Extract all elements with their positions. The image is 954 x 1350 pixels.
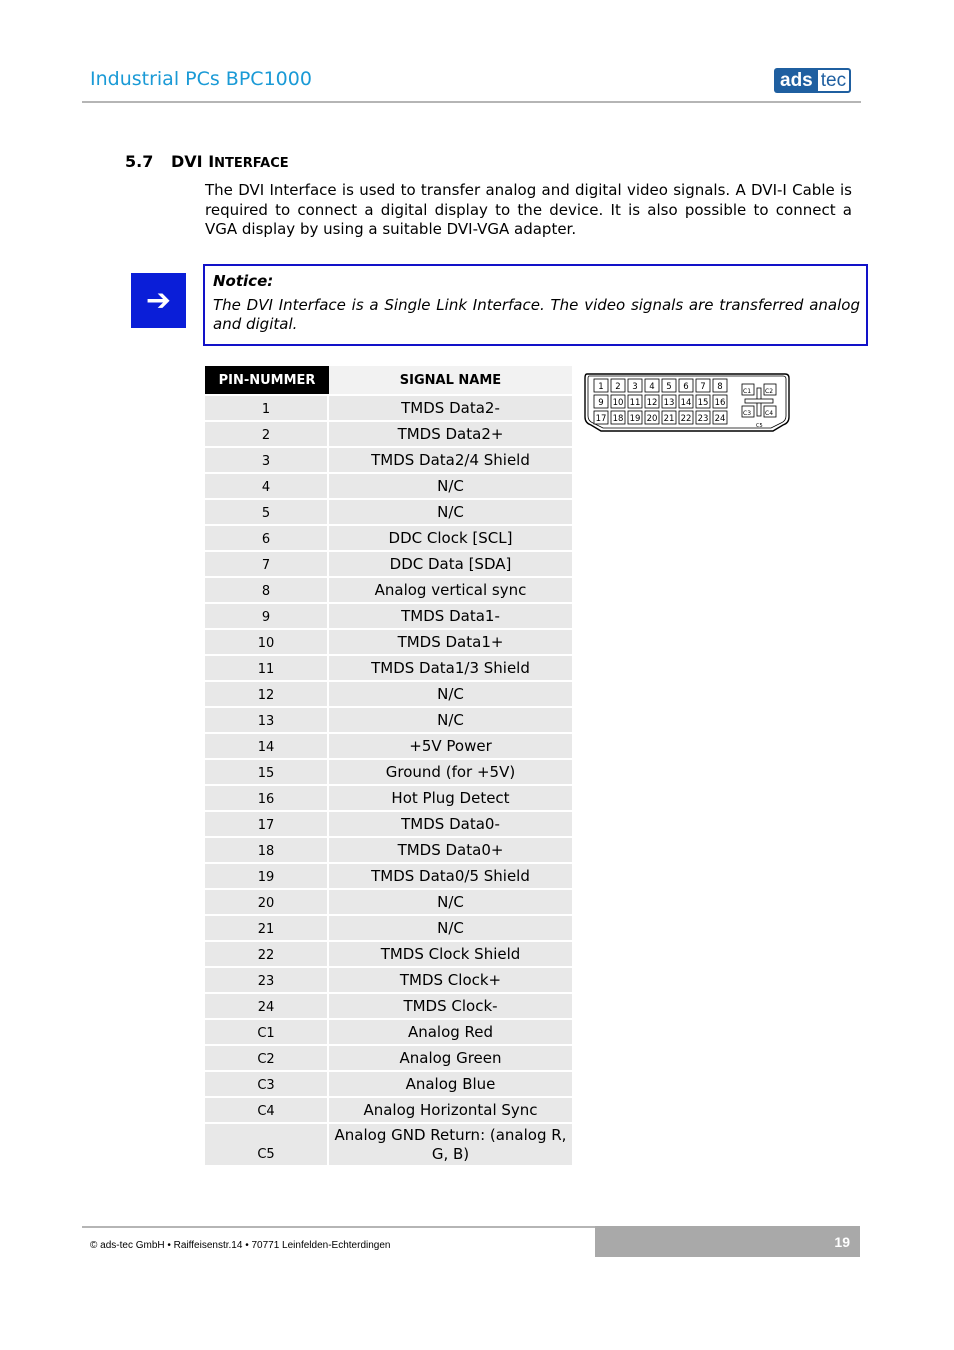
pin-number-cell: 4: [205, 472, 329, 498]
connector-pin-label: 16: [714, 398, 726, 408]
signal-name-cell: N/C: [329, 888, 572, 914]
table-row: [205, 1122, 572, 1165]
table-row: [205, 628, 572, 654]
footer-address: © ads-tec GmbH • Raiffeisenstr.14 • 70771 Leinfelden-Echterdingen: [90, 1240, 391, 1251]
connector-pin-label: 2: [615, 382, 621, 392]
signal-name-cell: N/C: [329, 914, 572, 940]
section-heading: [125, 152, 289, 171]
pin-number-cell: 8: [205, 576, 329, 602]
table-row: [205, 706, 572, 732]
connector-pin-label: 9: [598, 398, 604, 408]
analog-pin-c5-horizontal: [745, 399, 773, 403]
pin-number-cell: 16: [205, 784, 329, 810]
signal-name-cell: DDC Data [SDA]: [329, 550, 572, 576]
connector-pin-label: 5: [666, 382, 672, 392]
logo-left: ads: [774, 68, 816, 93]
table-row: [205, 732, 572, 758]
pin-number-cell: 18: [205, 836, 329, 862]
signal-name-cell: Analog Blue: [329, 1070, 572, 1096]
table-row: [205, 1044, 572, 1070]
signal-name-cell: TMDS Data1-: [329, 602, 572, 628]
signal-name-cell: TMDS Data1+: [329, 628, 572, 654]
pin-number-cell: C2: [205, 1044, 329, 1070]
signal-name-cell: TMDS Data2/4 Shield: [329, 446, 572, 472]
table-row: [205, 498, 572, 524]
pin-number-cell: 6: [205, 524, 329, 550]
connector-pin-label: 11: [629, 398, 641, 408]
pin-number-cell: 14: [205, 732, 329, 758]
signal-name-cell: TMDS Data2-: [329, 394, 572, 420]
table-row: [205, 966, 572, 992]
analog-label-c3: C3: [743, 410, 752, 417]
footer-divider: [82, 1226, 595, 1228]
signal-name-cell: TMDS Clock-: [329, 992, 572, 1018]
signal-name-cell: TMDS Data0-: [329, 810, 572, 836]
table-row: [205, 1070, 572, 1096]
pin-table: [205, 366, 572, 1165]
analog-label-c2: C2: [765, 388, 774, 395]
table-row: [205, 446, 572, 472]
pin-number-cell: 2: [205, 420, 329, 446]
logo-right: tec: [816, 68, 851, 93]
signal-name-cell: N/C: [329, 706, 572, 732]
section-number: 5.7: [125, 152, 154, 171]
pin-table-body: [205, 394, 572, 1165]
signal-name-cell: TMDS Data0+: [329, 836, 572, 862]
connector-pin-label: 22: [680, 414, 692, 424]
pin-number-cell: C5: [205, 1122, 329, 1165]
table-row: [205, 888, 572, 914]
connector-pin-label: 19: [629, 414, 641, 424]
pin-number-cell: 9: [205, 602, 329, 628]
ads-tec-logo: [774, 68, 851, 93]
pin-column-header: PIN-NUMMER: [205, 366, 329, 394]
connector-pin-label: 17: [595, 414, 607, 424]
page-number: 19: [595, 1226, 860, 1257]
pin-number-cell: C3: [205, 1070, 329, 1096]
connector-pin-label: 12: [646, 398, 658, 408]
connector-pin-label: 4: [649, 382, 655, 392]
analog-label-c5: C5: [756, 423, 763, 429]
signal-name-cell: N/C: [329, 472, 572, 498]
pin-number-cell: C4: [205, 1096, 329, 1122]
signal-name-cell: Analog GND Return: (analog R, G, B): [329, 1122, 572, 1165]
table-row: [205, 524, 572, 550]
signal-name-cell: Analog Red: [329, 1018, 572, 1044]
section-title-rest: NTERFACE: [214, 156, 289, 171]
header-title: Industrial PCs BPC1000: [90, 68, 312, 90]
table-row: [205, 420, 572, 446]
arrow-right-icon: ➔: [131, 273, 186, 328]
table-row: [205, 940, 572, 966]
table-row: [205, 992, 572, 1018]
table-row: [205, 1096, 572, 1122]
pin-number-cell: 19: [205, 862, 329, 888]
signal-name-cell: N/C: [329, 680, 572, 706]
pin-number-cell: 12: [205, 680, 329, 706]
signal-name-cell: Hot Plug Detect: [329, 784, 572, 810]
signal-name-cell: DDC Clock [SCL]: [329, 524, 572, 550]
pin-number-cell: 13: [205, 706, 329, 732]
notice-title: Notice:: [213, 272, 274, 290]
table-row: [205, 394, 572, 420]
header-divider: [82, 101, 861, 103]
pin-number-cell: 10: [205, 628, 329, 654]
signal-column-header: SIGNAL NAME: [329, 366, 572, 394]
table-row: [205, 654, 572, 680]
pin-number-cell: 7: [205, 550, 329, 576]
table-row: [205, 836, 572, 862]
pin-number-cell: C1: [205, 1018, 329, 1044]
connector-pin-label: 23: [697, 414, 709, 424]
dvi-connector-diagram: [583, 373, 793, 435]
signal-name-cell: N/C: [329, 498, 572, 524]
table-row: [205, 784, 572, 810]
pin-number-cell: 24: [205, 992, 329, 1018]
connector-pin-label: 1: [598, 382, 604, 392]
pin-number-cell: 1: [205, 394, 329, 420]
signal-name-cell: TMDS Clock Shield: [329, 940, 572, 966]
pin-number-cell: 11: [205, 654, 329, 680]
pin-number-cell: 3: [205, 446, 329, 472]
notice-text: The DVI Interface is a Single Link Interface. The video signals are transferred analog and digital.: [213, 295, 860, 333]
table-row: [205, 862, 572, 888]
analog-label-c4: C4: [765, 410, 774, 417]
connector-pin-label: 3: [632, 382, 638, 392]
pin-number-cell: 17: [205, 810, 329, 836]
connector-pin-label: 13: [663, 398, 675, 408]
connector-pin-label: 6: [683, 382, 689, 392]
table-row: [205, 758, 572, 784]
connector-pin-label: 10: [612, 398, 624, 408]
table-row: [205, 914, 572, 940]
table-row: [205, 810, 572, 836]
pin-number-cell: 22: [205, 940, 329, 966]
connector-pin-label: 8: [717, 382, 723, 392]
intro-paragraph: The DVI Interface is used to transfer analog and digital video signals. A DVI-I Cable is required to connect a digital display to the device. It is also possible to connect a VGA display by using a suitable DVI-VGA adapter.: [205, 181, 852, 239]
signal-name-cell: TMDS Data1/3 Shield: [329, 654, 572, 680]
signal-name-cell: TMDS Data0/5 Shield: [329, 862, 572, 888]
signal-name-cell: +5V Power: [329, 732, 572, 758]
connector-pin-label: 15: [697, 398, 709, 408]
signal-name-cell: Ground (for +5V): [329, 758, 572, 784]
table-row: [205, 602, 572, 628]
pin-number-cell: 20: [205, 888, 329, 914]
signal-name-cell: Analog Horizontal Sync: [329, 1096, 572, 1122]
connector-pin-label: 24: [714, 414, 726, 424]
connector-pin-label: 18: [612, 414, 624, 424]
table-row: [205, 680, 572, 706]
connector-pin-label: 7: [700, 382, 706, 392]
table-row: [205, 472, 572, 498]
pin-number-cell: 5: [205, 498, 329, 524]
connector-pin-label: 14: [680, 398, 692, 408]
signal-name-cell: TMDS Clock+: [329, 966, 572, 992]
table-row: [205, 1018, 572, 1044]
pin-number-cell: 21: [205, 914, 329, 940]
signal-name-cell: TMDS Data2+: [329, 420, 572, 446]
pin-number-cell: 23: [205, 966, 329, 992]
connector-pin-label: 21: [663, 414, 675, 424]
pin-number-cell: 15: [205, 758, 329, 784]
notice-box: [203, 264, 868, 346]
analog-label-c1: C1: [743, 388, 752, 395]
section-title-cap: DVI I: [171, 152, 215, 171]
table-row: [205, 576, 572, 602]
signal-name-cell: Analog vertical sync: [329, 576, 572, 602]
signal-name-cell: Analog Green: [329, 1044, 572, 1070]
table-row: [205, 550, 572, 576]
connector-pin-label: 20: [646, 414, 658, 424]
